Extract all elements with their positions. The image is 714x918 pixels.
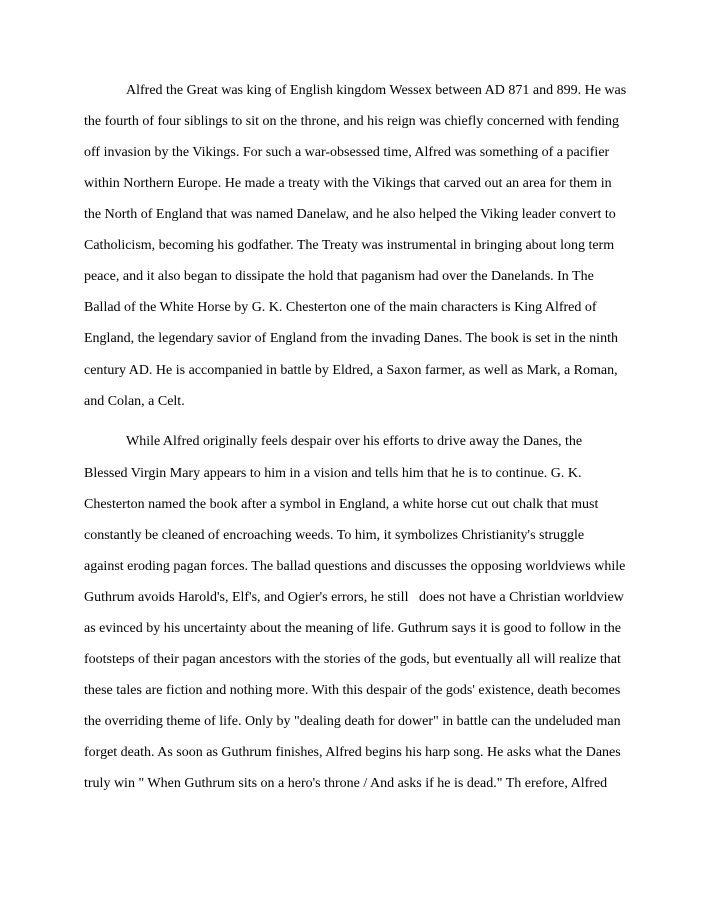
text-line: truly win " When Guthrum sits on a hero's throne / And asks if he is dead." Th erefore, Alfred [84, 776, 608, 791]
text-line: within Northern Europe. He made a treaty with the Vikings that carved out an area for them in [84, 176, 612, 191]
text-line: century AD. He is accompanied in battle by Eldred, a Saxon farmer, as well as Mark, a Roman, [84, 363, 618, 378]
text-line: Chesterton named the book after a symbol in England, a white horse cut out chalk that must [84, 497, 599, 512]
text-line: Blessed Virgin Mary appears to him in a vision and tells him that he is to continue. G. K. [84, 466, 582, 481]
text-line: the fourth of four siblings to sit on the throne, and his reign was chiefly concerned with fending [84, 114, 619, 129]
text-line: constantly be cleaned of encroaching weeds. To him, it symbolizes Christianity's struggle [84, 528, 585, 543]
text-line: against eroding pagan forces. The ballad questions and discusses the opposing worldviews while [84, 559, 626, 574]
text-line: Catholicism, becoming his godfather. The Treaty was instrumental in bringing about long term [84, 238, 615, 253]
text-line: and Colan, a Celt. [84, 394, 185, 409]
text-line: forget death. As soon as Guthrum finishes, Alfred begins his harp song. He asks what the Danes [84, 745, 621, 760]
text-line: England, the legendary savior of England from the invading Danes. The book is set in the ninth [84, 331, 618, 346]
text-line: peace, and it also began to dissipate the hold that paganism had over the Danelands. In The [84, 269, 594, 284]
text-line: Alfred the Great was king of English kingdom Wessex between AD 871 and 899. He was [126, 83, 627, 98]
text-line: as evinced by his uncertainty about the meaning of life. Guthrum says it is good to follow in the [84, 621, 621, 636]
text-line: these tales are fiction and nothing more. With this despair of the gods' existence, death becomes [84, 683, 621, 698]
text-line: While Alfred originally feels despair over his efforts to drive away the Danes, the [126, 434, 583, 449]
text-line: Ballad of the White Horse by G. K. Chesterton one of the main characters is King Alfred of [84, 300, 597, 315]
text-line: footsteps of their pagan ancestors with the stories of the gods, but eventually all will realize that [84, 652, 621, 667]
text-line: the North of England that was named Danelaw, and he also helped the Viking leader convert to [84, 207, 616, 222]
text-line: Guthrum avoids Harold's, Elf's, and Ogier's errors, he still does not have a Christian worldview [84, 590, 624, 605]
text-line: the overriding theme of life. Only by "dealing death for dower" in battle can the undeluded man [84, 714, 621, 729]
text-line: off invasion by the Vikings. For such a war-obsessed time, Alfred was something of a pacifier [84, 145, 610, 160]
